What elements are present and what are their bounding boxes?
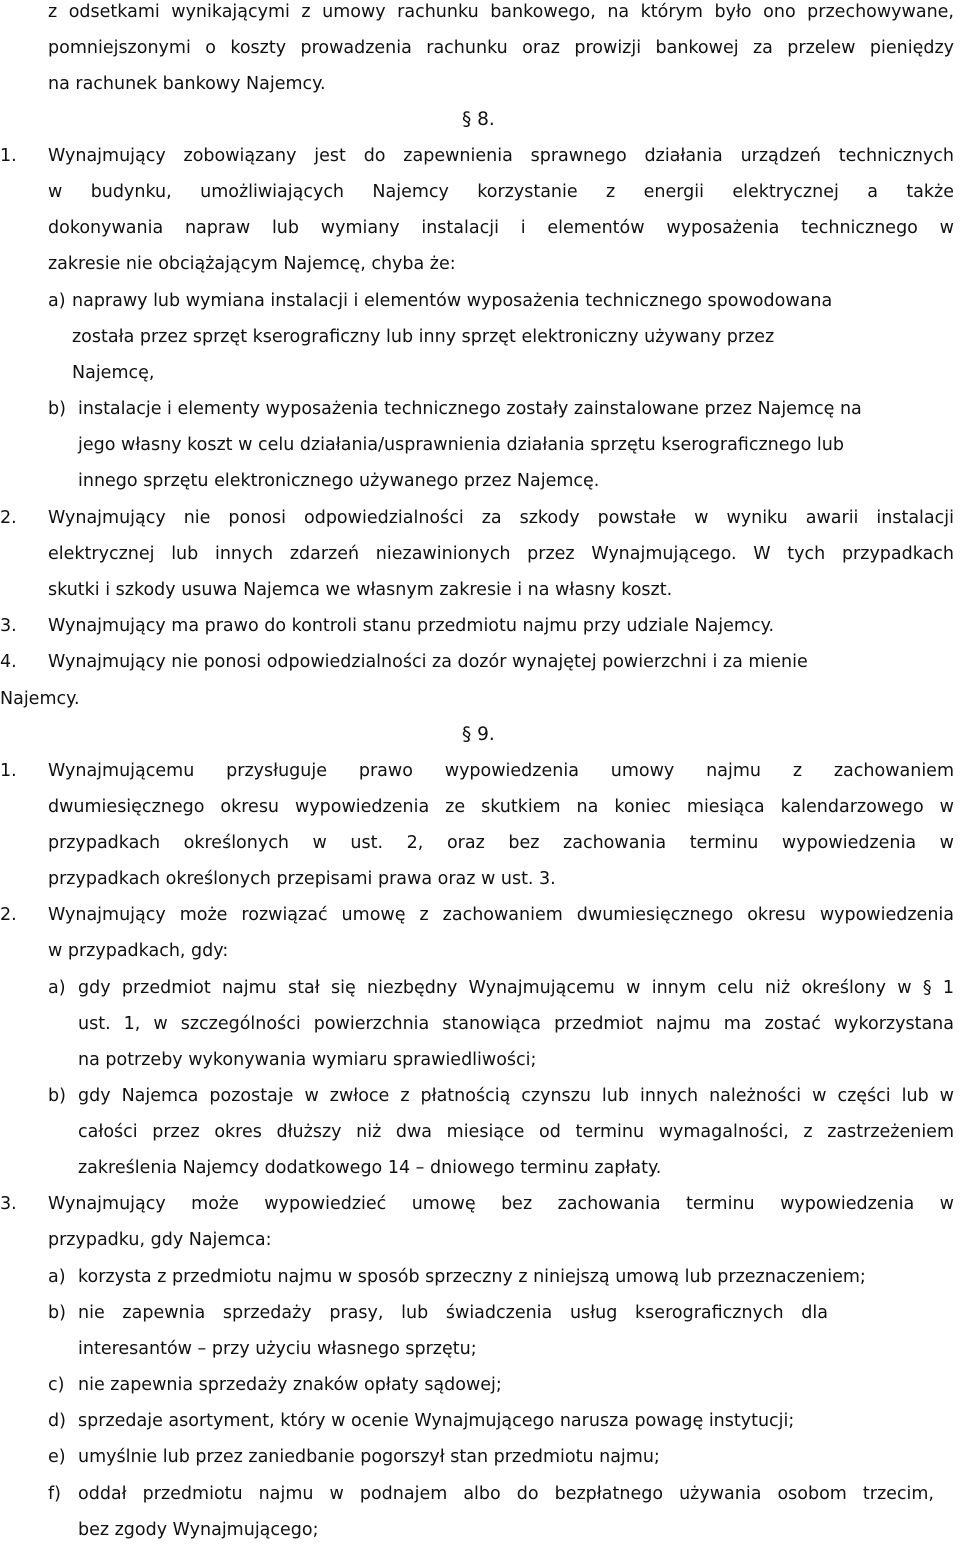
- s8-p3-number: 3.: [0, 616, 17, 636]
- s9-p2-a-label: a): [48, 978, 66, 998]
- s8-p1-line-3: dokonywania napraw lub wymiany instalacji i elementów wyposażenia technicznego w: [48, 218, 954, 238]
- s9-p1-line-4: przypadkach określonych przepisami prawa oraz w ust. 3.: [48, 869, 556, 889]
- s9-p2-a-line-1: gdy przedmiot najmu stał się niezbędny Wynajmującemu w innym celu niż określony w § 1: [78, 978, 954, 998]
- s9-p3-b-line-1: nie zapewnia sprzedaży prasy, lub świadczenia usług kserograficznych dla: [78, 1303, 828, 1323]
- s8-p2-line-1: Wynajmujący nie ponosi odpowiedzialności za szkody powstałe w wyniku awarii instalacji: [48, 508, 954, 528]
- s9-p1-line-1: Wynajmującemu przysługuje prawo wypowiedzenia umowy najmu z zachowaniem: [48, 761, 954, 781]
- s8-p1-a-line-1: naprawy lub wymiana instalacji i elementów wyposażenia technicznego spowodowana: [72, 291, 833, 311]
- s9-p3-e-line-1: umyślnie lub przez zaniedbanie pogorszył stan przedmiotu najmu;: [78, 1447, 660, 1467]
- s8-p1-a-label: a): [48, 291, 66, 311]
- s9-p2-b-line-3: zakreślenia Najemcy dodatkowego 14 – dniowego terminu zapłaty.: [78, 1158, 662, 1178]
- s9-p3-b-line-2: interesantów – przy użyciu własnego sprzętu;: [78, 1339, 477, 1359]
- s9-p3-line-2: przypadku, gdy Najemca:: [48, 1230, 272, 1250]
- s9-p3-c-label: c): [48, 1375, 65, 1395]
- s9-p1-line-3: przypadkach określonych w ust. 2, oraz bez zachowania terminu wypowiedzenia w: [48, 833, 954, 853]
- s8-p4-line-1: Wynajmujący nie ponosi odpowiedzialności za dozór wynajętej powierzchni i za mienie: [48, 652, 808, 672]
- s8-p4-line-2: Najemcy.: [0, 689, 80, 709]
- s9-p3-a-label: a): [48, 1267, 66, 1287]
- s8-p1-number: 1.: [0, 146, 17, 166]
- s8-p3-line-1: Wynajmujący ma prawo do kontroli stanu przedmiotu najmu przy udziale Najemcy.: [48, 616, 775, 636]
- section-8-heading: § 8.: [462, 109, 495, 130]
- s9-p2-number: 2.: [0, 905, 17, 925]
- s8-p1-b-line-1: instalacje i elementy wyposażenia technicznego zostały zainstalowane przez Najemcę na: [78, 399, 862, 419]
- s8-p1-b-line-2: jego własny koszt w celu działania/usprawnienia działania sprzętu kserograficznego lub: [78, 435, 844, 455]
- s9-p3-b-label: b): [48, 1303, 66, 1323]
- s9-p3-f-line-1: oddał przedmiotu najmu w podnajem albo do bezpłatnego używania osobom trzecim,: [78, 1484, 934, 1504]
- s8-p1-line-2: w budynku, umożliwiających Najemcy korzystanie z energii elektrycznej a także: [48, 182, 954, 202]
- s9-p3-a-line-1: korzysta z przedmiotu najmu w sposób sprzeczny z niniejszą umową lub przeznaczeniem;: [78, 1267, 866, 1287]
- s9-p2-b-line-2: całości przez okres dłuższy niż dwa miesiące od terminu wymagalności, z zastrzeżeniem: [78, 1122, 954, 1142]
- s9-p2-a-line-3: na potrzeby wykonywania wymiaru sprawiedliwości;: [78, 1050, 537, 1070]
- s9-p1-number: 1.: [0, 761, 17, 781]
- s9-p1-line-2: dwumiesięcznego okresu wypowiedzenia ze skutkiem na koniec miesiąca kalendarzowego w: [48, 797, 954, 817]
- s9-p2-a-line-2: ust. 1, w szczególności powierzchnia stanowiąca przedmiot najmu ma zostać wykorzystana: [78, 1014, 954, 1034]
- s8-p1-line-1: Wynajmujący zobowiązany jest do zapewnienia sprawnego działania urządzeń technicznych: [48, 146, 954, 166]
- s9-p2-b-line-1: gdy Najemca pozostaje w zwłoce z płatnością czynszu lub innych należności w części lub w: [78, 1086, 954, 1106]
- s9-p3-number: 3.: [0, 1194, 17, 1214]
- s9-p3-line-1: Wynajmujący może wypowiedzieć umowę bez zachowania terminu wypowiedzenia w: [48, 1194, 954, 1214]
- intro-line-1: z odsetkami wynikającymi z umowy rachunku bankowego, na którym było ono przechowywane,: [48, 2, 954, 22]
- intro-line-3: na rachunek bankowy Najemcy.: [48, 74, 326, 94]
- s9-p2-b-label: b): [48, 1086, 66, 1106]
- s9-p3-c-line-1: nie zapewnia sprzedaży znaków opłaty sądowej;: [78, 1375, 502, 1395]
- s9-p3-d-line-1: sprzedaje asortyment, który w ocenie Wynajmującego narusza powagę instytucji;: [78, 1411, 795, 1431]
- intro-line-2: pomniejszonymi o koszty prowadzenia rachunku oraz prowizji bankowej za przelew pieniędzy: [48, 38, 954, 58]
- s8-p1-a-line-2: została przez sprzęt kserograficzny lub inny sprzęt elektroniczny używany przez: [72, 327, 775, 347]
- s8-p2-line-2: elektrycznej lub innych zdarzeń niezawinionych przez Wynajmującego. W tych przypadkach: [48, 544, 954, 564]
- s9-p3-d-label: d): [48, 1411, 66, 1431]
- section-9-heading: § 9.: [462, 724, 495, 745]
- s9-p3-f-label: f): [48, 1484, 61, 1504]
- s9-p2-line-1: Wynajmujący może rozwiązać umowę z zachowaniem dwumiesięcznego okresu wypowiedzenia: [48, 905, 954, 925]
- s8-p2-number: 2.: [0, 508, 17, 528]
- s9-p2-line-2: w przypadkach, gdy:: [48, 941, 229, 961]
- s8-p1-line-4: zakresie nie obciążającym Najemcę, chyba że:: [48, 254, 456, 274]
- s9-p3-f-line-2: bez zgody Wynajmującego;: [78, 1520, 319, 1540]
- s9-p3-e-label: e): [48, 1447, 66, 1467]
- s8-p2-line-3: skutki i szkody usuwa Najemca we własnym zakresie i na własny koszt.: [48, 580, 673, 600]
- s8-p1-a-line-3: Najemcę,: [72, 363, 155, 383]
- s8-p4-number: 4.: [0, 652, 17, 672]
- s8-p1-b-line-3: innego sprzętu elektronicznego używanego przez Najemcę.: [78, 471, 600, 491]
- s8-p1-b-label: b): [48, 399, 66, 419]
